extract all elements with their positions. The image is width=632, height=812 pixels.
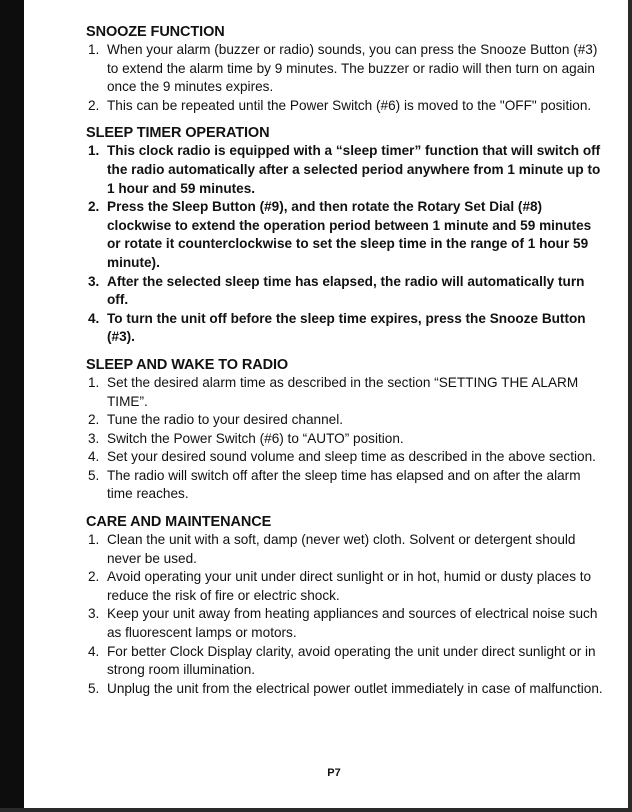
list-item: 4. For better Clock Display clarity, avoid operating the unit under direct sunlight or in strong room illumination. [88, 643, 596, 678]
list-item: 2. Avoid operating your unit under direct sunlight or in hot, humid or dusty places to reduce the risk of fire or electric shock. [88, 569, 592, 603]
list-item: 3. Switch the Power Switch (#6) to “AUTO” position. [88, 430, 404, 446]
page-number: P7 [327, 767, 341, 779]
item-list [86, 41, 606, 115]
section-care-and-maintenance [86, 514, 606, 698]
section-title: CARE AND MAINTENANCE [86, 514, 272, 531]
manual-page [86, 24, 606, 708]
scan-shadow-bottom [0, 808, 632, 812]
section-title: SLEEP TIMER OPERATION [86, 125, 270, 142]
list-item: 2. Tune the radio to your desired channel. [88, 412, 344, 428]
list-item: 4. Set your desired sound volume and sleep time as described in the above section. [88, 449, 596, 465]
section-sleep-and-wake-to-radio [86, 357, 606, 504]
scan-shadow-right [628, 0, 632, 812]
section-sleep-timer-operation [86, 125, 606, 347]
list-item: 1. Set the desired alarm time as described in the section “SETTING THE ALARM TIME”. [88, 374, 579, 409]
section-title: SNOOZE FUNCTION [86, 24, 225, 40]
list-item: 1. When your alarm (buzzer or radio) sounds, you can press the Snooze Button (#3) to extend the alarm time by 9 minutes. The buzzer or radio will then turn on again once the 9 minutes expires. [88, 42, 598, 95]
list-item: 5. The radio will switch off after the sleep time has elapsed and on after the alarm time reaches. [88, 467, 581, 502]
list-item: 2. This can be repeated until the Power Switch (#6) is moved to the "OFF" position. [88, 97, 592, 113]
list-item: 1. Clean the unit with a soft, damp (never wet) cloth. Solvent or detergent should never be used. [88, 532, 576, 566]
list-item: 5. Unplug the unit from the electrical power outlet immediately in case of malfunction. [88, 680, 603, 696]
list-item: 3. Keep your unit away from heating appliances and sources of electrical noise such as fluorescent lamps or motors. [88, 606, 598, 641]
list-item: 3. After the selected sleep time has elapsed, the radio will automatically turn off. [88, 273, 585, 308]
section-snooze-function [86, 24, 606, 115]
list-item: 4. To turn the unit off before the sleep time expires, press the Snooze Button (#3). [88, 310, 586, 345]
list-item: 2. Press the Sleep Button (#9), and then rotate the Rotary Set Dial (#8) clockwise to extend the operation period between 1 minute and 59 minutes or rotate it counterclockwise to set the sleep time in the range of 1 hour 59 minute). [88, 199, 592, 270]
item-list [86, 374, 606, 504]
item-list [86, 142, 606, 347]
scan-shadow-left [0, 0, 24, 812]
list-item: 1. This clock radio is equipped with a “sleep timer” function that will switch off the radio automatically after a selected period anywhere from 1 minute up to 1 hour and 59 minutes. [88, 143, 601, 196]
item-list [86, 531, 606, 698]
section-title: SLEEP AND WAKE TO RADIO [86, 356, 289, 373]
